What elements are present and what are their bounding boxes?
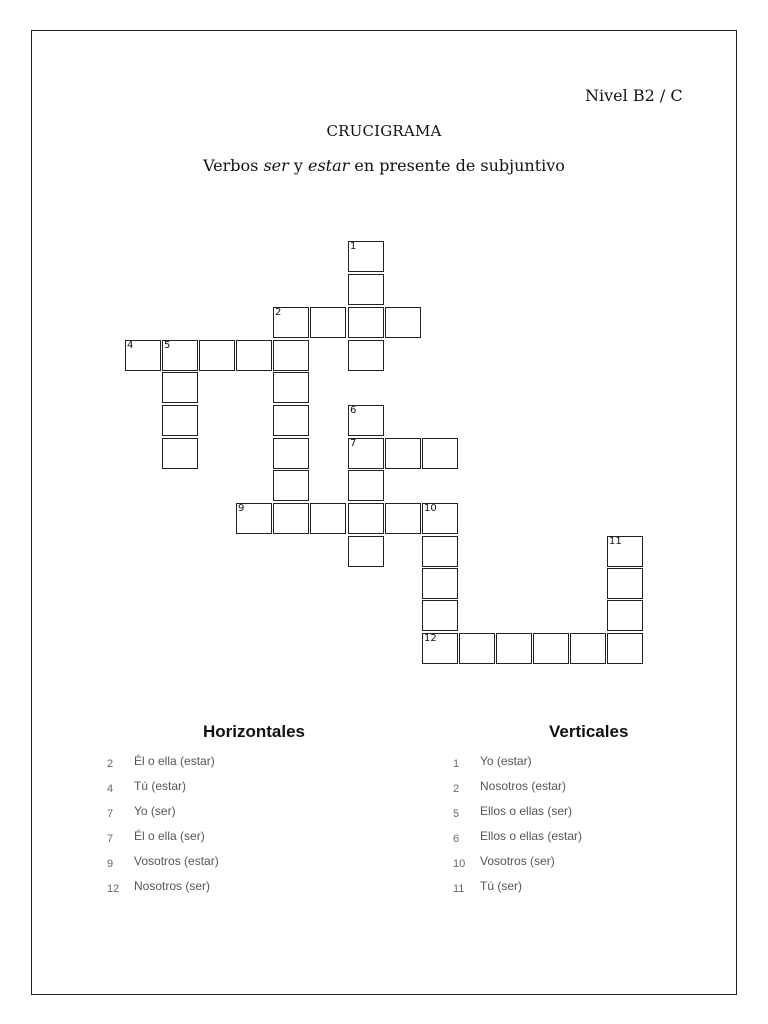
crossword-cell[interactable] (310, 307, 346, 338)
crossword-cell[interactable] (422, 438, 458, 469)
clue-number: 11 (453, 883, 465, 895)
crossword-cell[interactable] (570, 633, 606, 664)
subtitle-prefix: Verbos (203, 156, 264, 175)
clue-number: 10 (453, 858, 466, 870)
clue-text: Ellos o ellas (ser) (480, 804, 573, 818)
clue-number: 4 (107, 783, 114, 795)
clue-text: Nosotros (estar) (480, 779, 567, 793)
clue-text: Ellos o ellas (estar) (480, 829, 583, 843)
crossword-cell[interactable] (162, 372, 198, 403)
subtitle-ser: ser (263, 156, 289, 175)
crossword-cell[interactable] (348, 274, 384, 305)
cell-number: 6 (350, 405, 357, 416)
crossword-cell[interactable] (273, 438, 309, 469)
verticales-heading: Verticales (549, 722, 629, 741)
crossword-cell[interactable] (422, 536, 458, 567)
crossword-cell[interactable] (236, 340, 272, 371)
crossword-cell[interactable] (273, 503, 309, 534)
cell-number: 5 (164, 340, 171, 351)
crossword-cell[interactable] (310, 503, 346, 534)
cell-number: 1 (350, 241, 357, 252)
clue-text: Tú (ser) (480, 879, 522, 893)
page-title: CRUCIGRAMA (326, 122, 442, 140)
level-label: Nivel B2 / C (585, 86, 683, 105)
clue-text: Nosotros (ser) (134, 879, 211, 893)
subtitle-and: y (288, 156, 308, 175)
crossword-cell[interactable] (607, 536, 643, 567)
crossword-cell[interactable] (273, 470, 309, 501)
crossword-cell[interactable] (273, 340, 309, 371)
crossword-cell[interactable] (125, 340, 161, 371)
clue-text: Yo (estar) (480, 754, 532, 768)
crossword-cell[interactable] (533, 633, 569, 664)
clue-text: Yo (ser) (134, 804, 176, 818)
clue-number: 2 (453, 783, 460, 795)
crossword-cell[interactable] (199, 340, 235, 371)
crossword-cell[interactable] (607, 600, 643, 631)
crossword-cell[interactable] (348, 405, 384, 436)
cell-number: 4 (127, 340, 134, 351)
clue-number: 7 (107, 833, 114, 845)
horizontales-heading: Horizontales (203, 722, 306, 741)
crossword-cell[interactable] (162, 405, 198, 436)
crossword-cell[interactable] (422, 633, 458, 664)
cell-number: 2 (275, 307, 282, 318)
crossword-cell[interactable] (459, 633, 495, 664)
clue-number: 1 (453, 758, 460, 770)
cell-number: 12 (424, 633, 437, 644)
crossword-cell[interactable] (385, 503, 421, 534)
clue-number: 7 (107, 808, 114, 820)
cell-number: 7 (350, 438, 357, 449)
crossword-cell[interactable] (422, 503, 458, 534)
crossword-cell[interactable] (496, 633, 532, 664)
cell-number: 9 (238, 503, 245, 514)
subtitle-suffix: en presente de subjuntivo (349, 156, 565, 175)
crossword-cell[interactable] (162, 438, 198, 469)
clue-text: Tú (estar) (134, 779, 187, 793)
crossword-cell[interactable] (607, 568, 643, 599)
clue-text: Vosotros (estar) (134, 854, 219, 868)
cell-number: 11 (609, 536, 622, 547)
cell-number: 10 (424, 503, 437, 514)
crossword-cell[interactable] (348, 503, 384, 534)
clue-text: Vosotros (ser) (480, 854, 555, 868)
clue-text: Él o ella (estar) (134, 754, 215, 768)
clue-number: 5 (453, 808, 460, 820)
crossword-cell[interactable] (348, 438, 384, 469)
clue-number: 12 (107, 883, 120, 895)
crossword-cell[interactable] (348, 307, 384, 338)
crossword-cell[interactable] (385, 438, 421, 469)
crossword-cell[interactable] (607, 633, 643, 664)
crossword-cell[interactable] (273, 307, 309, 338)
clue-text: Él o ella (ser) (134, 829, 205, 843)
crossword-cell[interactable] (422, 568, 458, 599)
crossword-cell[interactable] (273, 372, 309, 403)
clue-number: 9 (107, 858, 114, 870)
crossword-cell[interactable] (385, 307, 421, 338)
clue-number: 2 (107, 758, 114, 770)
crossword-cell[interactable] (348, 340, 384, 371)
subtitle-estar: estar (308, 156, 350, 175)
crossword-cell[interactable] (273, 405, 309, 436)
crossword-cell[interactable] (348, 241, 384, 272)
clue-number: 6 (453, 833, 460, 845)
crossword-cell[interactable] (348, 536, 384, 567)
crossword-cell[interactable] (422, 600, 458, 631)
crossword-cell[interactable] (348, 470, 384, 501)
crossword-cell[interactable] (162, 340, 198, 371)
crossword-cell[interactable] (236, 503, 272, 534)
